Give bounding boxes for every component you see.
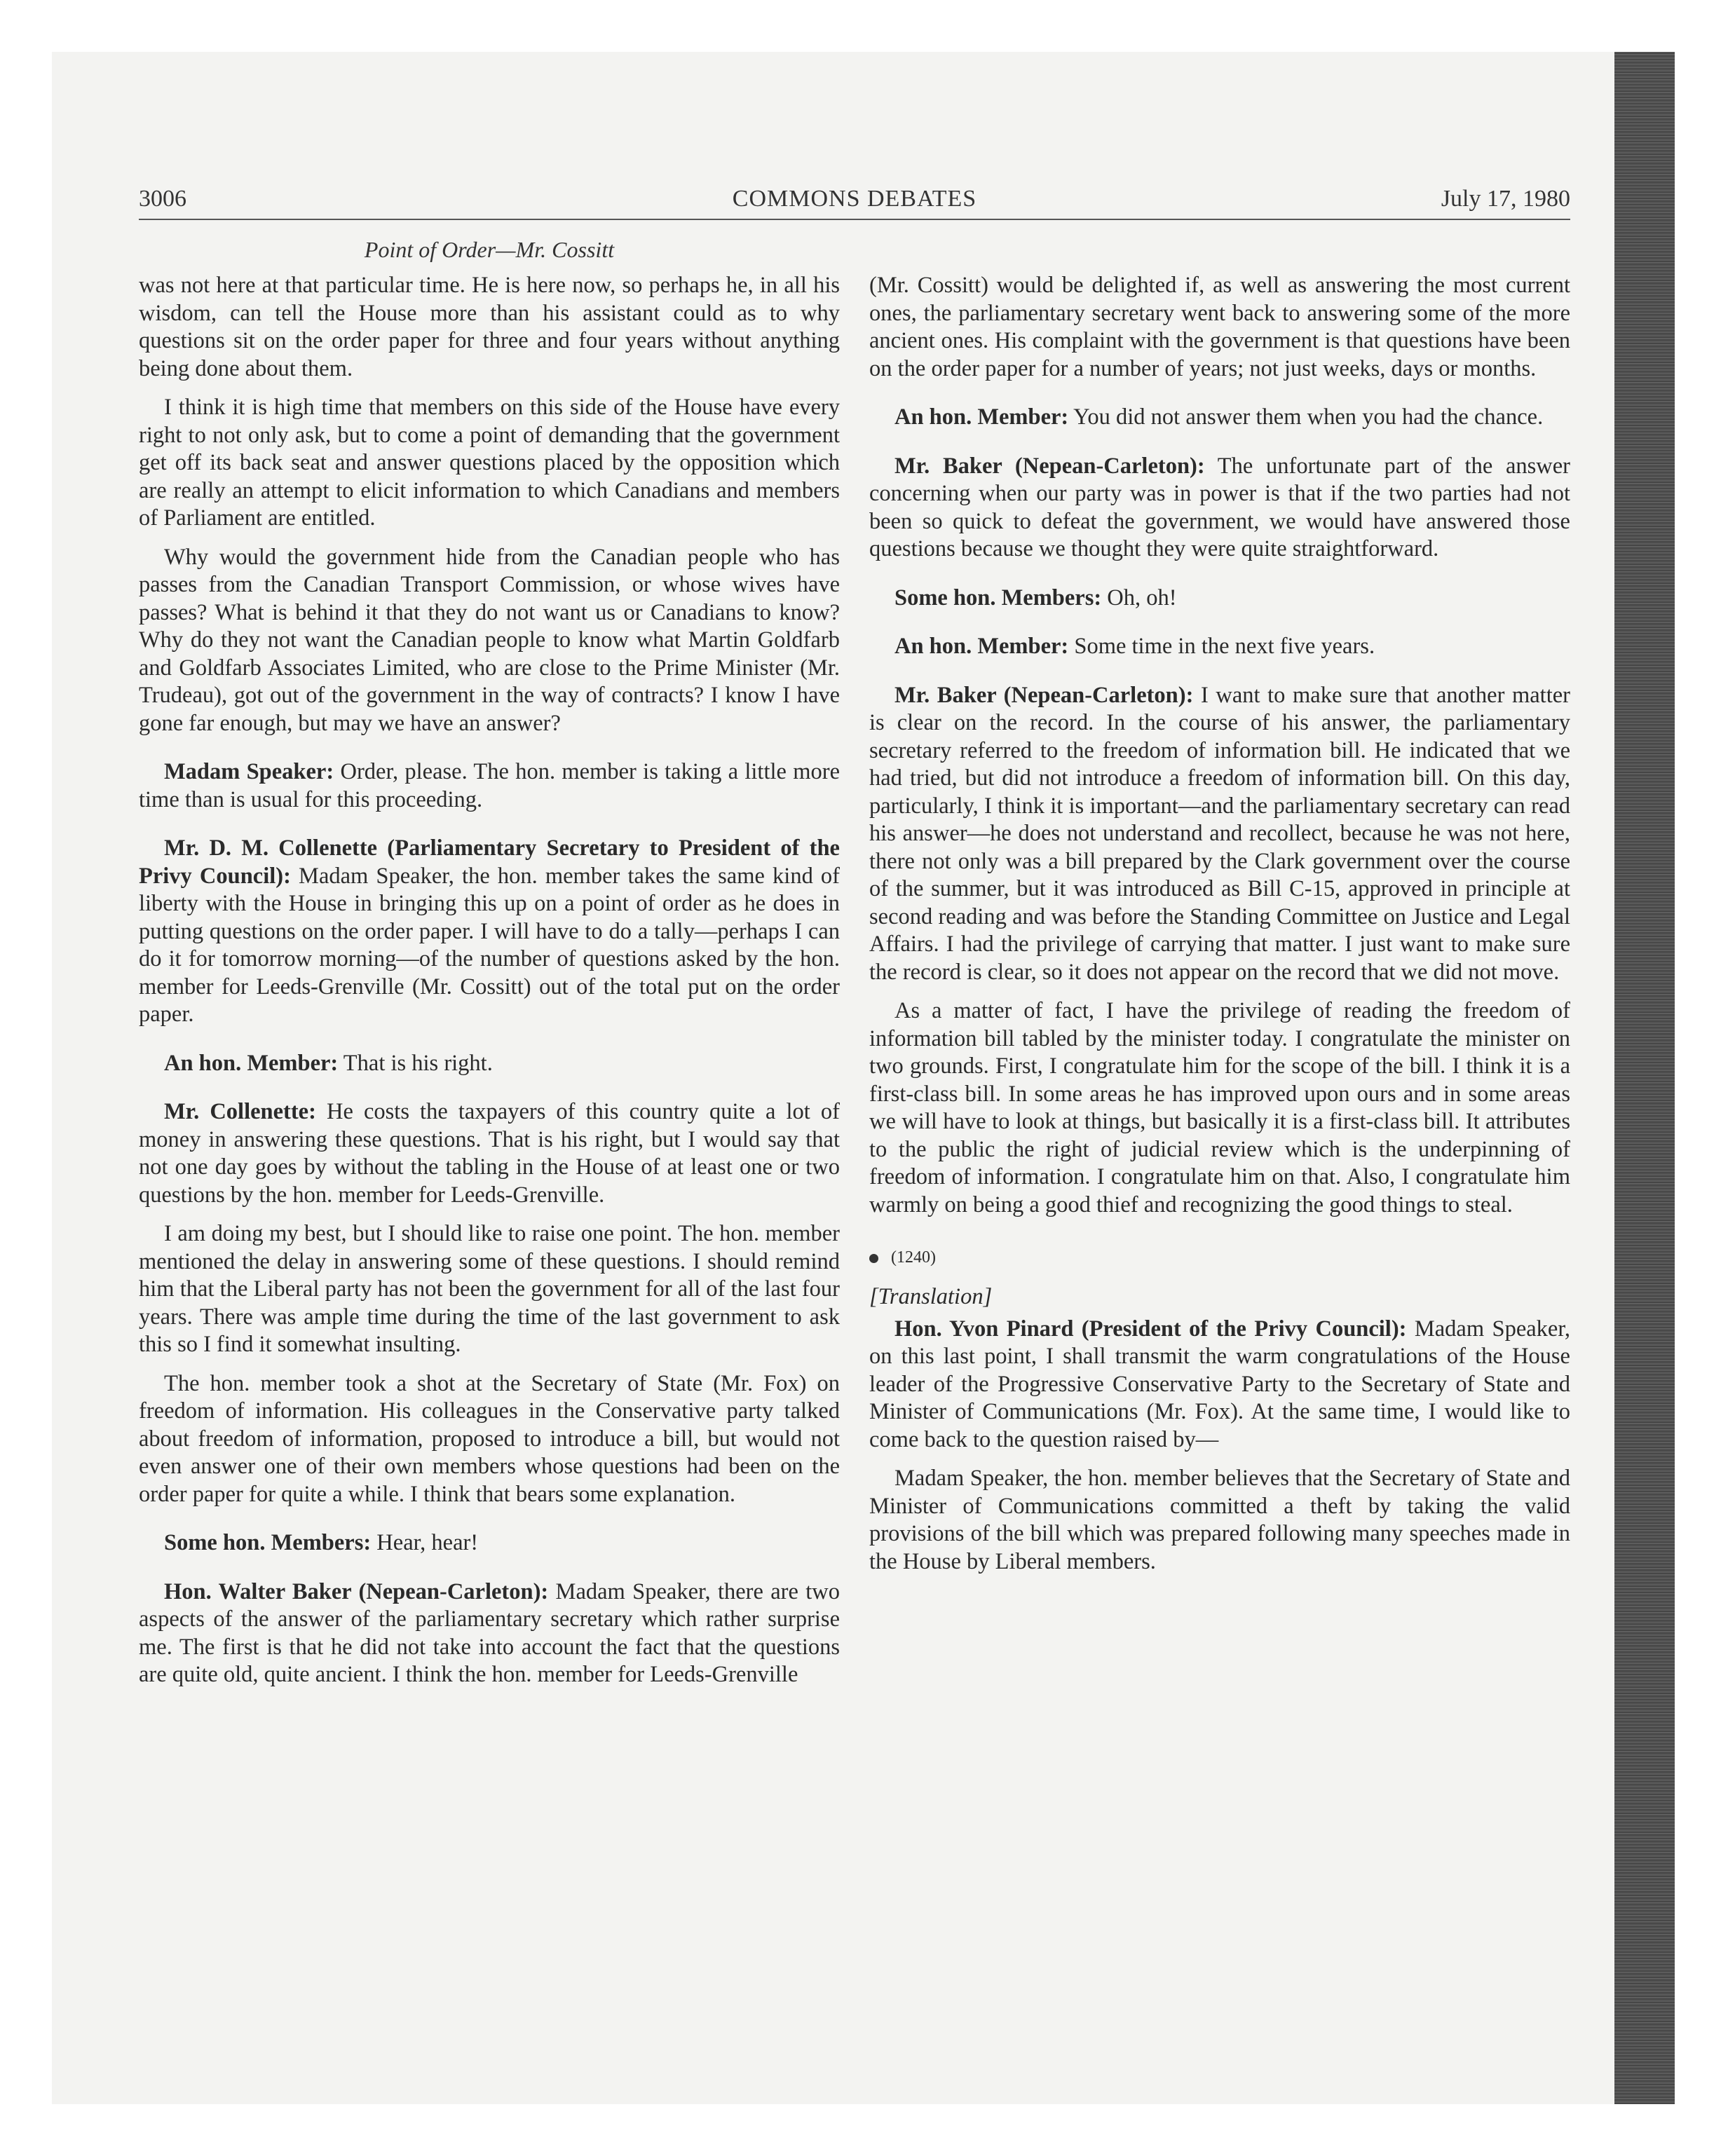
paragraph — [139, 1050, 840, 1078]
speaker-name: Madam Speaker: — [164, 759, 334, 784]
speaker-name: Mr. Collenette: — [164, 1099, 316, 1124]
speaker-name: An hon. Member: — [894, 634, 1069, 659]
paragraph — [869, 585, 1570, 613]
paragraph — [139, 1098, 840, 1209]
paragraph-text: The hon. member took a shot at the Secretary of State (Mr. Fox) on freedom of information. His colleagues in the Conservative party talked about freedom of information, proposed to introduce a bill, but would not even answer one of their own members whose questions had been on the order paper for quite a while. I think that bears some explanation. — [139, 1370, 840, 1507]
time-mark — [869, 1247, 1570, 1268]
speaker-name: Hon. Walter Baker (Nepean-Carleton): — [164, 1578, 549, 1604]
speaker-name: Mr. D. M. Collenette (Parliamentary Secretary to President of the Privy Council): — [139, 835, 840, 889]
speaker-name: Mr. Baker (Nepean-Carleton): — [894, 682, 1194, 708]
paragraph-text: I think it is high time that members on this side of the House have every right to not only ask, but to come a point of demanding that the government get off its back seat and answer questions placed by the opposition which are really an attempt to elicit information to which Canadians and members of Parliament are entitled. — [139, 395, 840, 531]
speaker-name: Mr. Baker (Nepean-Carleton): — [894, 453, 1205, 479]
right-column — [869, 272, 1570, 1587]
paragraph-text: Oh, oh! — [1107, 585, 1177, 610]
paragraph-text: Madam Speaker, the hon. member believes that the Secretary of State and Minister of Communications committed a theft by taking the valid provisions of the bill which was prepared following many speeches made in the House by Liberal members. — [869, 1466, 1570, 1574]
paragraph — [869, 1465, 1570, 1576]
time-mark-label: (1240) — [891, 1248, 936, 1267]
speaker-name: An hon. Member: — [894, 404, 1069, 430]
speaker-name: An hon. Member: — [164, 1050, 339, 1076]
paragraph — [869, 404, 1570, 432]
paragraph-text: I want to make sure that another matter is clear on the record. In the course of his answer, the parliamentary secretary referred to the freedom of information bill. He indicated that we had tried, but did not introduce a freedom of information bill. On this day, particularly, I think it is important—and the parliamentary secretary can read his answer—he does not understand and recollect, because he was not here, there not only was a bill prepared by the Clark government over the course of the summer, but it was introduced as Bill C-15, approved in principle at second reading and was before the Standing Committee on Justice and Legal Affairs. I had the privilege of carrying that matter. I just want to make sure the record is clear, so it does not appear on the record that we did not move. — [869, 682, 1570, 985]
paragraph-text: You did not answer them when you had the chance. — [1073, 404, 1544, 430]
page-number: 3006 — [139, 186, 186, 212]
scan-binding-edge — [1614, 52, 1675, 2104]
header-date: July 17, 1980 — [1441, 186, 1570, 212]
paragraph-text: Hear, hear! — [376, 1530, 479, 1555]
paragraph-text: Madam Speaker, the hon. member takes the same kind of liberty with the House in bringing this up on a point of order as he does in putting questions on the order paper. I will have to do a tally—perhaps I can do it for tomorrow morning—of the number of questions asked by the hon. member for Leeds-Grenville (Mr. Cossitt) out of the total put on the order paper. — [139, 863, 841, 1027]
speaker-name: Some hon. Members: — [894, 585, 1102, 610]
paragraph-text: Some time in the next five years. — [1074, 634, 1375, 659]
paragraph-text: Order, please. The hon. member is taking a little more time than is usual for this proceeding. — [139, 759, 840, 812]
bullet-dot-icon — [869, 1254, 878, 1263]
paragraph — [139, 394, 840, 533]
paragraph-text: The unfortunate part of the answer concerning when our party was in power is that if the two parties had not been so quick to defeat the government, we would have answered those questions because we thought they were quite straightforward. — [869, 453, 1570, 561]
paragraph — [869, 682, 1570, 987]
paragraph-text: That is his right. — [343, 1050, 493, 1076]
paragraph — [139, 758, 840, 814]
paragraph — [139, 1370, 840, 1509]
running-header — [139, 184, 1570, 220]
paragraph — [139, 1220, 840, 1359]
paragraph — [869, 633, 1570, 661]
paragraph — [139, 272, 840, 383]
paragraph-text: was not here at that particular time. He is here now, so perhaps he, in all his wisdom, can tell the House more than his assistant could as to why questions sit on the order paper for three and four years without anything being done about them. — [139, 273, 840, 381]
paragraph — [139, 544, 840, 738]
paragraph-text: Why would the government hide from the Canadian people who has passes from the Canadian Transport Commission, or whose wives have passes? What is behind it that they do not want us or Canadians to know? Why do they not want the Canadian people to know what Martin Goldfarb and Goldfarb Associates Limited, who are close to the Prime Minister (Mr. Trudeau), got out of the government in the way of contracts? I know I have gone far enough, but may we have an answer? — [139, 544, 840, 736]
paragraph — [139, 835, 840, 1029]
translation-note: [Translation] — [869, 1284, 993, 1309]
paragraph-text: Madam Speaker, there are two aspects of the answer of the parliamentary secretary which rather surprise me. The first is that he did not take into account the fact that the questions are quite old, quite ancient. I think the hon. member for Leeds-Grenville — [139, 1578, 840, 1687]
paragraph-text: He costs the taxpayers of this country quite a lot of money in answering these questions. That is his right, but I would say that not one day goes by without the tabling in the House of at least one or two questions by the hon. member for Leeds-Grenville. — [139, 1099, 840, 1208]
paragraph — [869, 453, 1570, 564]
paragraph — [869, 272, 1570, 383]
speaker-name: Some hon. Members: — [164, 1530, 372, 1555]
section-subheading: Point of Order—Mr. Cossitt — [364, 237, 615, 262]
left-column — [139, 272, 840, 1700]
paragraph — [139, 1578, 840, 1689]
paragraph-text: (Mr. Cossitt) would be delighted if, as well as answering the most current ones, the parliamentary secretary went back to answering some of the more ancient ones. His complaint with the government is that questions have been on the order paper for a number of years; not just weeks, days or months. — [869, 273, 1570, 381]
paragraph — [139, 1529, 840, 1557]
right-column-part-b — [869, 1316, 1570, 1576]
right-column-part-a — [869, 272, 1570, 1219]
paragraph — [869, 997, 1570, 1219]
paragraph-text: Madam Speaker, on this last point, I shall transmit the warm congratulations of the House leader of the Progressive Conservative Party to the Secretary of State and Minister of Communications (Mr. Fox). At the same time, I would like to come back to the question raised by— — [869, 1316, 1571, 1452]
paragraph-text: As a matter of fact, I have the privilege of reading the freedom of information bill tabled by the minister today. I congratulate the minister on two grounds. First, I congratulate him for the scope of the bill. I think it is a first-class bill. In some areas he has improved upon ours and in some areas we will have to look at things, but basically it is a first-class bill. It attributes to the public the right of judicial review which is the underpinning of freedom of information. I congratulate him on that. Also, I congratulate him warmly on being a good thief and recognizing the good things to steal. — [869, 998, 1570, 1217]
publication-title: COMMONS DEBATES — [732, 186, 977, 212]
paragraph — [869, 1316, 1570, 1454]
paragraph-text: I am doing my best, but I should like to raise one point. The hon. member mentioned the delay in answering some of these questions. I should remind him that the Liberal party has not been the government for all of the last four years. There was ample time during the time of the last government to ask this so I find it somewhat insulting. — [139, 1221, 840, 1357]
speaker-name: Hon. Yvon Pinard (President of the Privy Council): — [894, 1316, 1407, 1342]
